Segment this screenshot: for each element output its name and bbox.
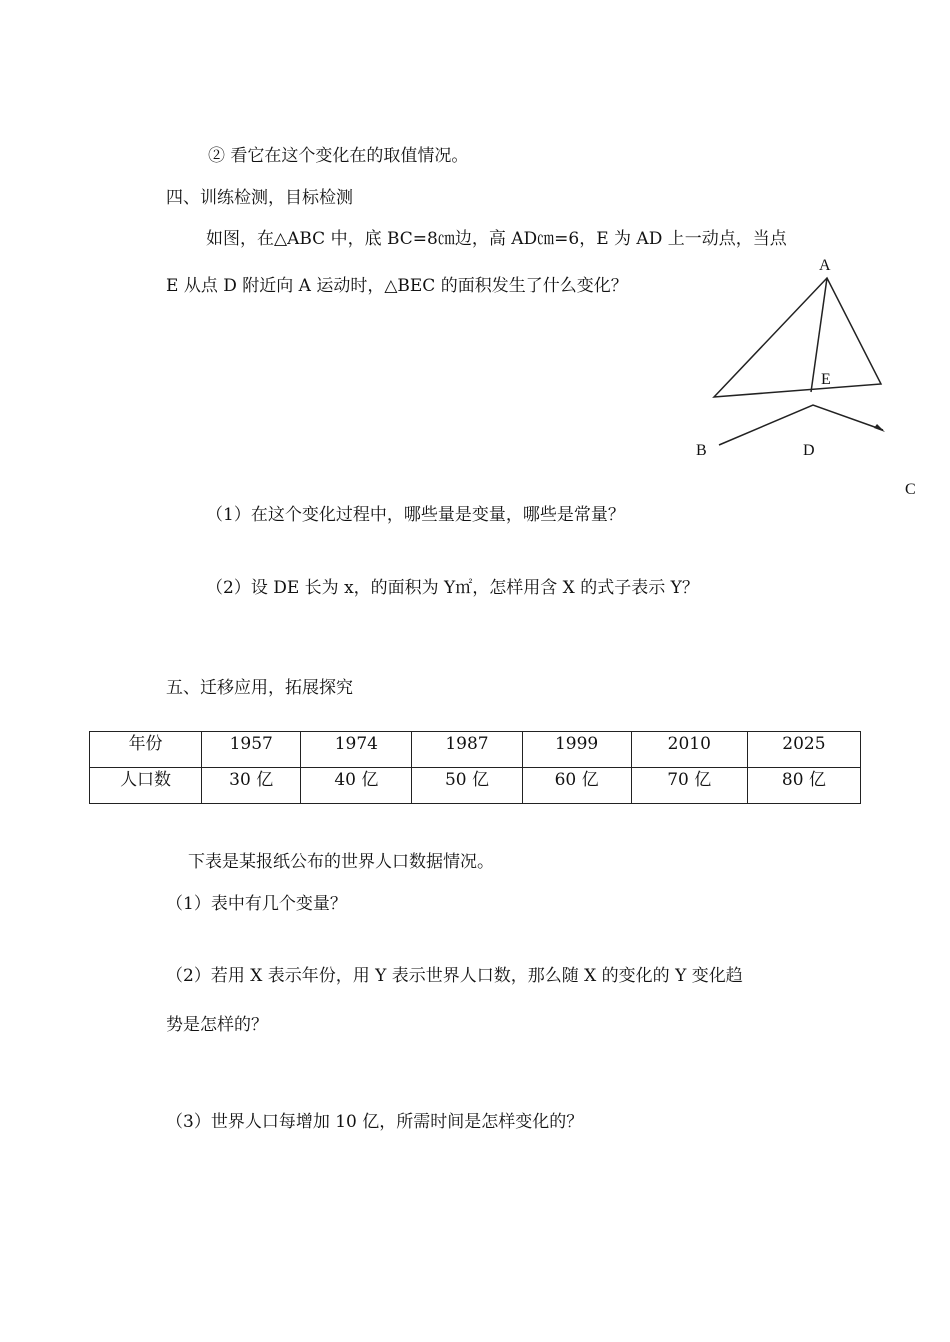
population-table xyxy=(89,731,861,804)
population-cell: 40 亿 xyxy=(301,768,412,804)
population-question-2-line-1: （2）若用 X 表示年份，用 Y 表示世界人口数，那么随 X 的变化的 Y 变化趋 xyxy=(166,966,743,986)
year-cell: 1974 xyxy=(301,732,412,768)
population-cell: 50 亿 xyxy=(412,768,522,804)
text-line-observe-values: ② 看它在这个变化在的取值情况。 xyxy=(208,146,469,166)
label-a: A xyxy=(819,257,831,274)
label-d: D xyxy=(803,442,815,459)
year-cell: 1999 xyxy=(522,732,631,768)
triangle-outline xyxy=(714,278,881,397)
population-question-2-line-2: 势是怎样的？ xyxy=(166,1015,268,1035)
question-1: （1）在这个变化过程中，哪些量是变量，哪些是常量？ xyxy=(206,505,625,525)
table-header-cell: 年份 xyxy=(90,732,202,768)
section-five-heading: 五、迁移应用，拓展探究 xyxy=(166,678,353,698)
label-b: B xyxy=(696,442,707,459)
population-question-1: （1）表中有几个变量？ xyxy=(166,894,347,914)
year-cell: 1957 xyxy=(202,732,301,768)
table-intro-text: 下表是某报纸公布的世界人口数据情况。 xyxy=(188,852,494,872)
population-question-3: （3）世界人口每增加 10 亿，所需时间是怎样变化的？ xyxy=(166,1112,584,1132)
table-row-label-cell: 人口数 xyxy=(90,768,202,804)
year-cell: 2010 xyxy=(631,732,747,768)
population-cell: 80 亿 xyxy=(747,768,860,804)
base-line xyxy=(719,405,883,445)
year-cell: 2025 xyxy=(747,732,860,768)
arrow-head xyxy=(874,424,885,432)
table-row xyxy=(90,768,861,804)
population-cell: 70 亿 xyxy=(631,768,747,804)
problem-statement-line-1: 如图，在△ABC 中，底 BC=8㎝边，高 AD㎝=6，E 为 AD 上一动点，当点 xyxy=(206,229,787,249)
label-e: E xyxy=(821,371,831,388)
label-c: C xyxy=(905,481,916,498)
section-four-heading: 四、训练检测，目标检测 xyxy=(166,188,353,208)
year-cell: 1987 xyxy=(412,732,522,768)
table-row xyxy=(90,732,861,768)
problem-statement-line-2: E 从点 D 附近向 A 运动时，△BEC 的面积发生了什么变化？ xyxy=(166,276,628,296)
population-cell: 30 亿 xyxy=(202,768,301,804)
question-2: （2）设 DE 长为 x，的面积为 Y㎡，怎样用含 X 的式子表示 Y？ xyxy=(206,578,699,598)
population-cell: 60 亿 xyxy=(522,768,631,804)
